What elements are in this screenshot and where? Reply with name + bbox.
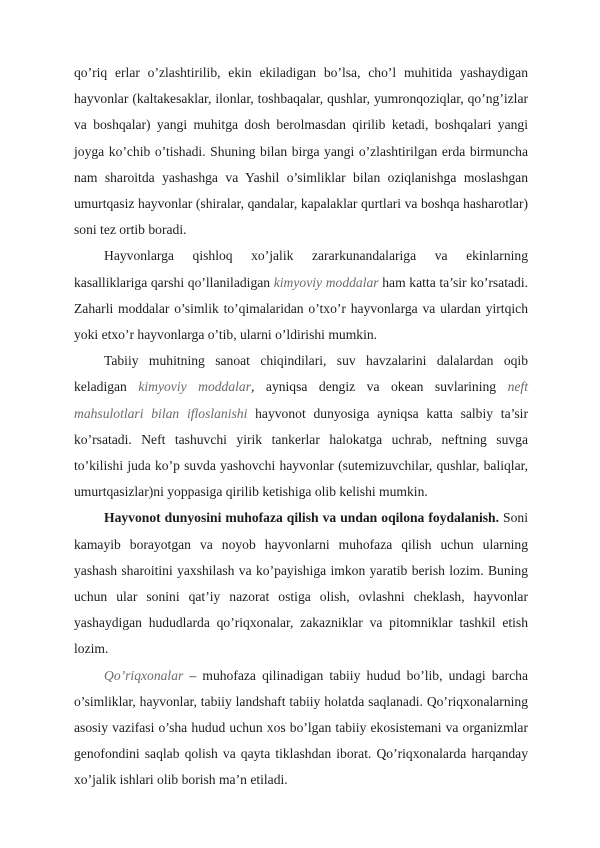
text-segment: hayvonot dunyosiga ayniqsa katta salbiy ta’sir ko’rsatadi. Neft tashuvchi yirik tankerlar halokatga uchrab, neftning suvga to’kilishi juda ko’p suvda yashovchi hayvonlar (sutemizuvchilar, qushlar, baliqlar, umurtqasizlar)ni yoppasiga qirilib ketishiga olib kelishi mumkin. [74,405,528,500]
text-segment: Tabiiy muhitning sanoat chiqindilari, suv havzalarini dalalardan oqib keladigan [74,353,528,395]
paragraph-4 [74,505,528,662]
keyword-term: kimyoviy moddalar [138,379,252,395]
keyword-term: Qo’riqxonalar [104,667,184,683]
text-segment: , ayniqsa dengiz va okean suvlarining [251,379,508,395]
paragraph-5 [74,663,528,794]
text-segment: – muhofaza qilinadigan tabiiy hudud bo’lib, undagi barcha o’simliklar, hayvonlar, tabiiy landshaft tabiiy holatda saqlanadi. Qo’riqxonalarning asosiy vazifasi o’sha hudud uchun xos bo’lgan tabiiy ekosistemani va organizmlar genofondini saqlab qolish va qayta tiklashdan iborat. Qo’riqxonalarda harqanday xo’jalik ishlari olib borish ma’n etiladi. [74,667,528,788]
paragraph-3 [74,348,528,505]
text-segment: Soni kamayib borayotgan va noyob hayvonlarni muhofaza qilish uchun ularning yashash sharoitini yaxshilash va ko’payishiga imkon yaratib berish lozim. Buning uchun ular sonini qat’iy nazorat ostiga olish, ovlashni cheklash, hayvonlar yashaydigan hududlarda qo’riqxonalar, zakazniklar va pitomniklar tashkil etish lozim. [74,510,528,657]
keyword-term: neft mahsulotlari bilan ifloslanishi [74,379,528,421]
section-heading: Hayvonot dunyosini muhofaza qilish va undan oqilona foydalanish. [104,510,500,526]
text-segment: qo’riq erlar o’zlashtirilib, ekin ekiladigan bo’lsa, cho’l muhitida yashaydigan hayvonlar (kaltakesaklar, ilonlar, toshbaqalar, qushlar, yumronqoziqlar, qo’ng’izlar va boshqalar) yangi muhitga dosh berolmasdan qirilib ketadi, boshqalari yangi joyga ko’chib o’tishadi. Shuning bilan birga yangi o’zlashtirilgan erda birmuncha nam sharoitda yashashga va Yashil o’simliklar bilan oziqlanishga moslashgan umurtqasiz hayvonlar (shiralar, qandalar, kapalaklar qurtlari va boshqa hasharotlar) soni tez ortib boradi. [74,65,528,238]
document-page [74,60,528,794]
text-segment: Hayvonlarga qishloq xo’jalik zararkunandalariga va ekinlarning kasalliklariga qarshi qo’llaniladigan [74,248,528,290]
text-segment: ham katta ta’sir ko’rsatadi. Zaharli moddalar o’simlik to’qimalaridan o’txo’r hayvonlarga va ulardan yirtqich yoki etxo’r hayvonlarga o’tib, ularni o’ldirishi mumkin. [74,274,528,343]
paragraph-1 [74,60,528,243]
keyword-term: kimyoviy moddalar [273,274,379,290]
paragraph-2 [74,243,528,348]
